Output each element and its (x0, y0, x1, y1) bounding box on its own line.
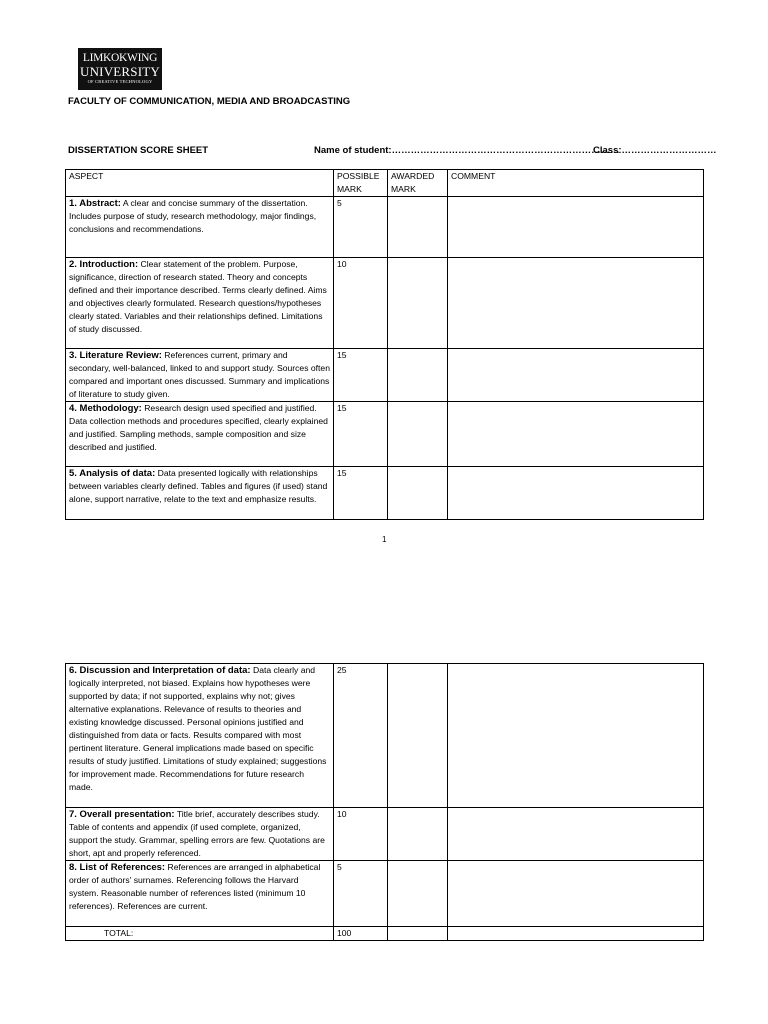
awarded-mark-cell[interactable] (388, 861, 448, 927)
aspect-cell: 7. Overall presentation: Title brief, accurately describes study. Table of contents and appendix (if used complete, organized, support the study. Grammar, spelling errors are few. Quotations are short, apt and properly referenced. (66, 808, 334, 861)
awarded-mark-cell[interactable] (388, 808, 448, 861)
comment-cell[interactable] (448, 861, 704, 927)
table-row (66, 808, 704, 861)
comment-cell[interactable] (448, 664, 704, 808)
total-label: TOTAL: (66, 927, 334, 941)
total-possible-mark: 100 (334, 927, 388, 941)
possible-mark-cell: 15 (334, 349, 388, 402)
possible-mark-cell: 15 (334, 402, 388, 467)
awarded-mark-cell[interactable] (388, 664, 448, 808)
student-name-field: Name of student:……………………………………………………………… (314, 145, 620, 156)
comment-cell[interactable] (448, 258, 704, 349)
table-row (66, 402, 704, 467)
comment-cell[interactable] (448, 467, 704, 520)
class-field: Class:………………………… (593, 145, 717, 156)
table-row (66, 197, 704, 258)
total-row (66, 927, 704, 941)
table-row (66, 349, 704, 402)
total-comment[interactable] (448, 927, 704, 941)
comment-cell[interactable] (448, 197, 704, 258)
aspect-cell: 2. Introduction: Clear statement of the problem. Purpose, significance, direction of research stated. Theory and concepts defined and their importance described. Terms clearly defined. Aims and objectives clearly formulated. Research questions/hypotheses clearly stated. Variables and their relationships defined. Limitations of study discussed. (66, 258, 334, 349)
awarded-mark-cell[interactable] (388, 349, 448, 402)
possible-mark-cell: 25 (334, 664, 388, 808)
comment-cell[interactable] (448, 808, 704, 861)
awarded-mark-cell[interactable] (388, 258, 448, 349)
table-header-row (66, 170, 704, 197)
sheet-title: DISSERTATION SCORE SHEET (68, 145, 209, 156)
table-row (66, 861, 704, 927)
awarded-mark-cell[interactable] (388, 402, 448, 467)
possible-mark-cell: 5 (334, 197, 388, 258)
faculty-heading: FACULTY OF COMMUNICATION, MEDIA AND BROADCASTING (68, 96, 351, 107)
score-table-page-2 (65, 663, 704, 941)
header-possible-mark: POSSIBLE MARK (334, 170, 388, 197)
aspect-cell: 5. Analysis of data: Data presented logically with relationships between variables clearly defined. Tables and figures (if used) stand alone, support narrative, relate to the text and emphasize results. (66, 467, 334, 520)
university-logo: LIMKOKWING UNIVERSITY OF CREATIVE TECHNOLOGY (78, 48, 162, 90)
aspect-cell: 1. Abstract: A clear and concise summary of the dissertation. Includes purpose of study, research methodology, major findings, conclusions and recommendations. (66, 197, 334, 258)
aspect-cell: 6. Discussion and Interpretation of data: Data clearly and logically interpreted, not biased. Explains how hypotheses were supported by data; if not supported, explains why not; gives alternative explanations. Relevance of results to theories and existing knowledge discussed. Personal opinions justified and distinguished from data or facts. Results compared with most pertinent literature. General implications made based on specific results of study justified. Limitations of study explained; suggestions for improvement made. Recommendations for future research made. (66, 664, 334, 808)
table-row (66, 664, 704, 808)
score-table-page-1 (65, 169, 704, 520)
aspect-cell: 8. List of References: References are arranged in alphabetical order of authors' surnames. Referencing follows the Harvard system. Reasonable number of references listed (minimum 10 references). References are current. (66, 861, 334, 927)
awarded-mark-cell[interactable] (388, 467, 448, 520)
total-awarded-mark[interactable] (388, 927, 448, 941)
page-number: 1 (382, 535, 387, 544)
table-row (66, 258, 704, 349)
possible-mark-cell: 15 (334, 467, 388, 520)
aspect-cell: 3. Literature Review: References current, primary and secondary, well-balanced, linked to and support study. Sources often compared and important ones discussed. Summary and implications of literature to study given. (66, 349, 334, 402)
header-awarded-mark: AWARDED MARK (388, 170, 448, 197)
aspect-cell: 4. Methodology: Research design used specified and justified. Data collection methods and procedures specified, clearly explained and justified. Sampling methods, sample composition and size described and justified. (66, 402, 334, 467)
comment-cell[interactable] (448, 349, 704, 402)
table-row (66, 467, 704, 520)
possible-mark-cell: 10 (334, 808, 388, 861)
awarded-mark-cell[interactable] (388, 197, 448, 258)
comment-cell[interactable] (448, 402, 704, 467)
possible-mark-cell: 10 (334, 258, 388, 349)
header-aspect: ASPECT (66, 170, 334, 197)
header-comment: COMMENT (448, 170, 704, 197)
possible-mark-cell: 5 (334, 861, 388, 927)
